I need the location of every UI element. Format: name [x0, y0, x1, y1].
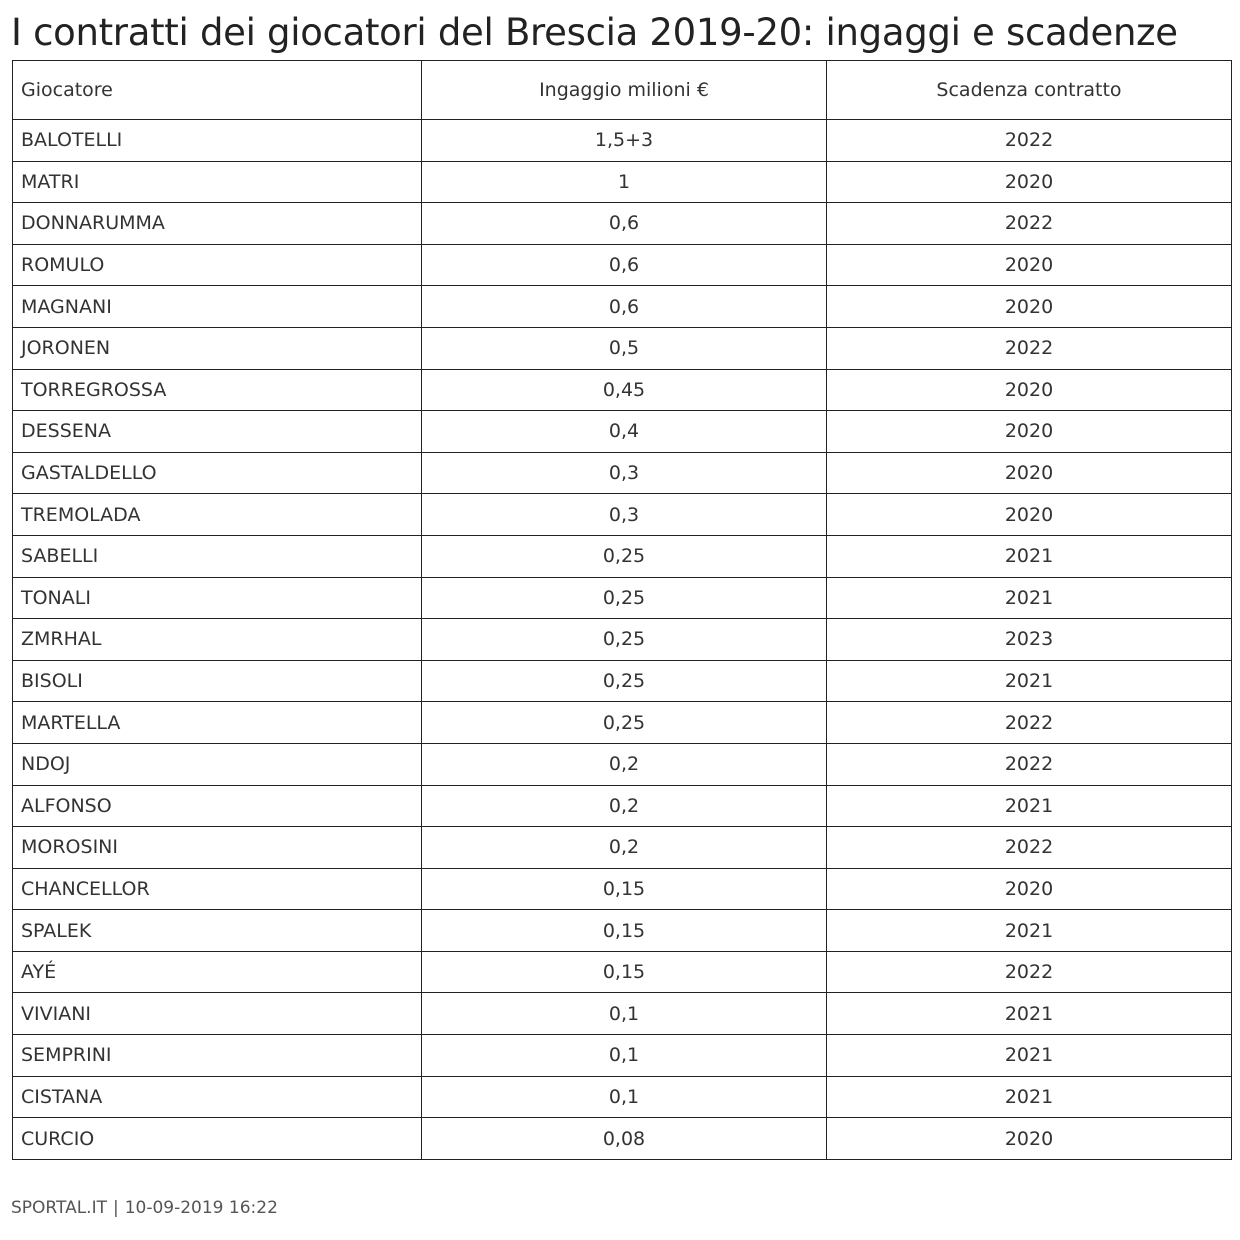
cell-player: ROMULO	[13, 244, 422, 286]
cell-expiry: 2021	[827, 785, 1232, 827]
table-row	[13, 286, 1232, 328]
cell-salary: 1,5+3	[422, 120, 827, 162]
header-row	[13, 61, 1232, 120]
table-row	[13, 120, 1232, 162]
header-expiry: Scadenza contratto	[827, 61, 1232, 120]
cell-player: MOROSINI	[13, 827, 422, 869]
cell-expiry: 2022	[827, 743, 1232, 785]
cell-expiry: 2021	[827, 660, 1232, 702]
cell-player: MARTELLA	[13, 702, 422, 744]
footer	[11, 1198, 278, 1218]
cell-expiry: 2020	[827, 244, 1232, 286]
cell-player: TORREGROSSA	[13, 369, 422, 411]
cell-salary: 0,6	[422, 286, 827, 328]
table-row	[13, 203, 1232, 245]
cell-expiry: 2022	[827, 203, 1232, 245]
cell-salary: 0,3	[422, 494, 827, 536]
cell-player: NDOJ	[13, 743, 422, 785]
cell-salary: 0,15	[422, 910, 827, 952]
cell-player: GASTALDELLO	[13, 452, 422, 494]
table-row	[13, 785, 1232, 827]
cell-salary: 0,2	[422, 743, 827, 785]
table-row	[13, 369, 1232, 411]
table-row	[13, 411, 1232, 453]
table-row	[13, 452, 1232, 494]
footer-timestamp: 10-09-2019 16:22	[124, 1198, 278, 1218]
cell-expiry: 2021	[827, 535, 1232, 577]
cell-player: CISTANA	[13, 1076, 422, 1118]
cell-expiry: 2021	[827, 910, 1232, 952]
table-row	[13, 702, 1232, 744]
table-row	[13, 577, 1232, 619]
cell-salary: 0,5	[422, 327, 827, 369]
cell-salary: 0,3	[422, 452, 827, 494]
cell-player: AYÉ	[13, 951, 422, 993]
cell-expiry: 2020	[827, 411, 1232, 453]
cell-salary: 0,25	[422, 619, 827, 661]
table-row	[13, 161, 1232, 203]
cell-salary: 0,08	[422, 1118, 827, 1160]
cell-salary: 0,4	[422, 411, 827, 453]
cell-expiry: 2022	[827, 120, 1232, 162]
cell-salary: 0,6	[422, 203, 827, 245]
cell-player: TREMOLADA	[13, 494, 422, 536]
cell-player: CURCIO	[13, 1118, 422, 1160]
cell-salary: 0,25	[422, 577, 827, 619]
cell-salary: 0,1	[422, 993, 827, 1035]
cell-expiry: 2022	[827, 951, 1232, 993]
cell-salary: 0,1	[422, 1076, 827, 1118]
table-row	[13, 244, 1232, 286]
cell-salary: 0,15	[422, 951, 827, 993]
cell-player: TONALI	[13, 577, 422, 619]
table-row	[13, 910, 1232, 952]
header-salary: Ingaggio milioni €	[422, 61, 827, 120]
cell-salary: 0,15	[422, 868, 827, 910]
cell-expiry: 2022	[827, 702, 1232, 744]
table-row	[13, 327, 1232, 369]
cell-player: BISOLI	[13, 660, 422, 702]
cell-player: DESSENA	[13, 411, 422, 453]
table-row	[13, 951, 1232, 993]
header-player: Giocatore	[13, 61, 422, 120]
cell-player: SABELLI	[13, 535, 422, 577]
contracts-table	[12, 60, 1232, 1160]
page-title: I contratti dei giocatori del Brescia 2019-20: ingaggi e scadenze	[11, 11, 1178, 54]
cell-salary: 0,6	[422, 244, 827, 286]
table-row	[13, 868, 1232, 910]
table-row	[13, 1118, 1232, 1160]
cell-player: ALFONSO	[13, 785, 422, 827]
cell-salary: 0,1	[422, 1035, 827, 1077]
cell-expiry: 2022	[827, 827, 1232, 869]
cell-player: SEMPRINI	[13, 1035, 422, 1077]
cell-expiry: 2021	[827, 1076, 1232, 1118]
cell-player: DONNARUMMA	[13, 203, 422, 245]
cell-expiry: 2020	[827, 494, 1232, 536]
table-row	[13, 535, 1232, 577]
cell-expiry: 2020	[827, 868, 1232, 910]
cell-expiry: 2023	[827, 619, 1232, 661]
cell-expiry: 2020	[827, 452, 1232, 494]
table-row	[13, 660, 1232, 702]
cell-expiry: 2020	[827, 369, 1232, 411]
cell-salary: 0,25	[422, 660, 827, 702]
cell-expiry: 2020	[827, 286, 1232, 328]
cell-salary: 0,25	[422, 535, 827, 577]
table-row	[13, 1076, 1232, 1118]
table-row	[13, 993, 1232, 1035]
cell-salary: 0,2	[422, 827, 827, 869]
cell-salary: 0,45	[422, 369, 827, 411]
cell-salary: 0,25	[422, 702, 827, 744]
cell-player: BALOTELLI	[13, 120, 422, 162]
cell-player: CHANCELLOR	[13, 868, 422, 910]
cell-player: MAGNANI	[13, 286, 422, 328]
cell-expiry: 2022	[827, 327, 1232, 369]
table-row	[13, 1035, 1232, 1077]
table-row	[13, 743, 1232, 785]
cell-expiry: 2021	[827, 577, 1232, 619]
cell-expiry: 2020	[827, 161, 1232, 203]
table-row	[13, 827, 1232, 869]
table-row	[13, 619, 1232, 661]
table-row	[13, 494, 1232, 536]
cell-expiry: 2021	[827, 993, 1232, 1035]
footer-source: SPORTAL.IT	[11, 1198, 107, 1218]
footer-separator: |	[112, 1198, 119, 1218]
cell-expiry: 2021	[827, 1035, 1232, 1077]
cell-player: JORONEN	[13, 327, 422, 369]
cell-salary: 0,2	[422, 785, 827, 827]
table-body	[13, 120, 1232, 1160]
cell-player: MATRI	[13, 161, 422, 203]
cell-player: VIVIANI	[13, 993, 422, 1035]
table-header	[13, 61, 1232, 120]
cell-player: ZMRHAL	[13, 619, 422, 661]
cell-player: SPALEK	[13, 910, 422, 952]
cell-expiry: 2020	[827, 1118, 1232, 1160]
cell-salary: 1	[422, 161, 827, 203]
